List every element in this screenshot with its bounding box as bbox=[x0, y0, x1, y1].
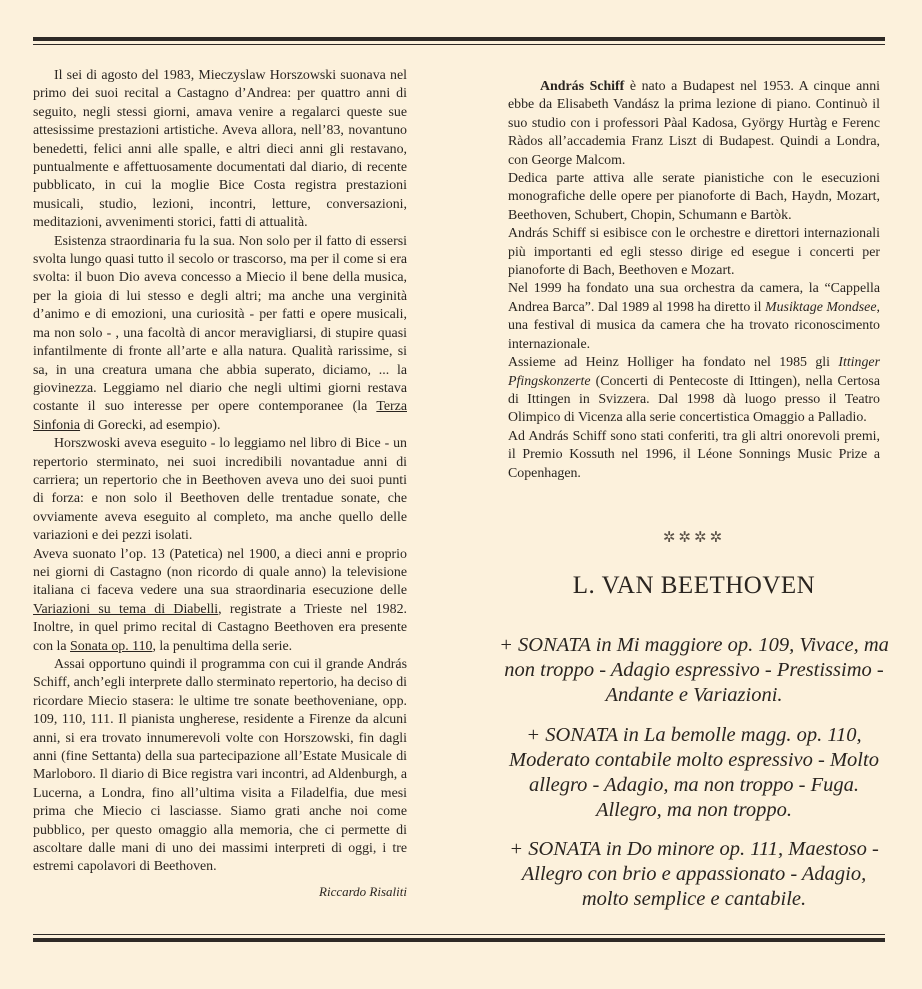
top-divider bbox=[33, 37, 885, 45]
essay-paragraph-1: Il sei di agosto del 1983, Mieczyslaw Horszowski suonava nel primo dei suoi recital a Castagno d’Andrea: per quattro anni di seguito, negli stessi giorni, amava venire a regalarci queste sue attesissime prestazioni artistiche. Aveva allora, nell’83, novantuno benedetti, felici anni alle spalle, e altri dieci anni gli restavano, puntualmente e affettuosamente documentati dal diario, di recente pubblicato, in cui la moglie Bice Costa registra prestazioni musicali, studio, lezioni, incontri, letture, conversazioni, meditazioni, avvenimenti storici, fatti di attualità. bbox=[33, 68, 407, 231]
essay-paragraph-3: Horszwoski aveva eseguito - lo leggiamo nel libro di Bice - un repertorio sterminato, nei suoi incredibili novantadue anni di carriera; un repertorio che in Beethoven aveva uno dei suoi punti di forza: e non solo il Beethoven delle trentadue sonate, che ovviamente aveva eseguito al completo, ma anche quello delle variazioni e dei pezzi isolati. bbox=[33, 436, 407, 544]
composer-heading: L. VAN BEETHOVEN bbox=[572, 572, 816, 599]
bio-paragraph-5: Assieme ad Heinz Holliger ha fondato nel 1985 gli Ittinger Pfingskonzerte (Concerti di Pentecoste di Ittingen), nella Certosa di Ittingen in Svizzera. Dal 1998 dà luogo presso il Teatro Olimpico di Vicenza alla serie concertistica Omaggio a Palladio. bbox=[508, 355, 880, 426]
bio-paragraph-1: András Schiff è nato a Budapest nel 1953. A cinque anni ebbe da Elisabeth Vandász la prima lezione di piano. Continuò il suo studio con i professori Pàal Kadosa, György Hurtàg e Ferenc Ràdos all’accademia Franz Liszt di Budapest. Quindi a Londra, con George Malcom. bbox=[508, 79, 880, 168]
biography-column bbox=[508, 78, 880, 483]
bio-paragraph-4: Nel 1999 ha fondato una sua orchestra da camera, la “Cappella Andrea Barca”. Dal 1989 al 1998 ha diretto il Musiktage Mondsee, una festival di musica da camera che ha trovato riconoscimento internazionale. bbox=[508, 281, 880, 352]
essay-paragraph-5: Assai opportuno quindi il programma con cui il grande András Schiff, anch’egli interprete dallo sterminato repertorio, ha deciso di ricordare Miecio stasera: le ultime tre sonate beethoveniane, opp. 109, 110, 111. Il pianista ungherese, residente a Firenze da alcuni anni, si era trovato innumerevoli volte con Horszowski, fin dagli anni (fine Settanta) della sua partecipazione all’Estate Musicale di Marloboro. Il diario di Bice registra vari incontri, ad Aldenburgh, a Lucerna, a Londra, fino all’ultima visita a Filadelfia, due mesi prima che Miecio ci lasciasse. Siamo grati anche noi come pubblico, per questo omaggio alla memoria, che ci permette di ascoltare dalle mani di uno dei massimi interpreti di oggi, i tre estremi capolavori di Beethoven. bbox=[33, 657, 407, 875]
essay-paragraph-4: Aveva suonato l’op. 13 (Patetica) nel 1900, a dieci anni e proprio nei giorni di Castagno (non ricordo di quale anno) la televisione italiana ci faceva vedere una sua straordinaria esecuzione delle Variazioni su tema di Diabelli, registrate a Trieste nel 1982. Inoltre, in quel primo recital di Castagno Beethoven era presente con la Sonata op. 110, la penultima della serie. bbox=[33, 546, 407, 654]
bio-paragraph-3: András Schiff si esibisce con le orchestre e direttori internazionali più importanti ed egli stesso dirige ed esegue i concerti per pianoforte di Bach, Beethoven e Mozart. bbox=[508, 226, 880, 279]
ittinger-title: Ittinger Pfingskonzerte bbox=[508, 355, 880, 389]
diabelli-title: Variazioni su tema di Diabelli bbox=[33, 601, 219, 617]
essay-column bbox=[33, 67, 407, 901]
author-signature: Riccardo Risaliti bbox=[319, 883, 407, 899]
program-item-op109: + SONATA in Mi maggiore op. 109, Vivace, ma non troppo - Adagio espressivo - Prestissimo - Andante e Variazioni. bbox=[499, 634, 889, 706]
essay-paragraph-2: Esistenza straordinaria fu la sua. Non solo per il fatto di essersi svolta lungo quasi tutto il secolo or trascorso, ma per il come si era svolta: il buon Dio aveva concesso a Miecio il bene della musica, per la gioia di lui stesso e degli altri; ma anche una verginità d’animo e di emozioni, una curiosità - per fatti e opere musicali, ma non solo - , una facoltà di ancor meravigliarsi, di stupire quasi infantilmente di fronte all’arte e alla natura. Qualità rarissime, si sa, in una creatura umana che abbia superato, diciamo, ... la giovinezza. Leggiamo nel diario che negli ultimi giorni restava costante il suo interesse per opere contemporanee (la Terza Sinfonia di Gorecki, ad esempio). bbox=[33, 233, 407, 433]
bio-paragraph-2: Dedica parte attiva alle serate pianistiche con le esecuzioni monografiche delle opere per pianoforte di Bach, Haydn, Mozart, Beethoven, Schubert, Chopin, Schumann e Bartòk. bbox=[508, 171, 880, 223]
bio-paragraph-6: Ad András Schiff sono stati conferiti, tra gli altri onorevoli premi, il Premio Kossuth nel 1996, il Léone Sonnings Music Prize a Copenhagen. bbox=[508, 428, 880, 481]
ornament-stars: ✲✲✲✲ bbox=[662, 530, 726, 546]
program-item-op110: + SONATA in La bemolle magg. op. 110, Moderato contabile molto espressivo - Molto allegro - Adagio, ma non troppo - Fuga. Allegro, ma non troppo. bbox=[509, 724, 879, 821]
sonata-110-title: Sonata op. 110 bbox=[70, 638, 153, 654]
musiktage-title: Musiktage Mondsee bbox=[765, 299, 877, 315]
artist-name: András Schiff bbox=[540, 79, 625, 94]
bottom-divider bbox=[33, 934, 885, 942]
program-item-op111: + SONATA in Do minore op. 111, Maestoso - Allegro con brio e appassionato - Adagio, molto semplice e cantabile. bbox=[509, 838, 879, 910]
terza-sinfonia-title: Terza Sinfonia bbox=[33, 399, 407, 433]
